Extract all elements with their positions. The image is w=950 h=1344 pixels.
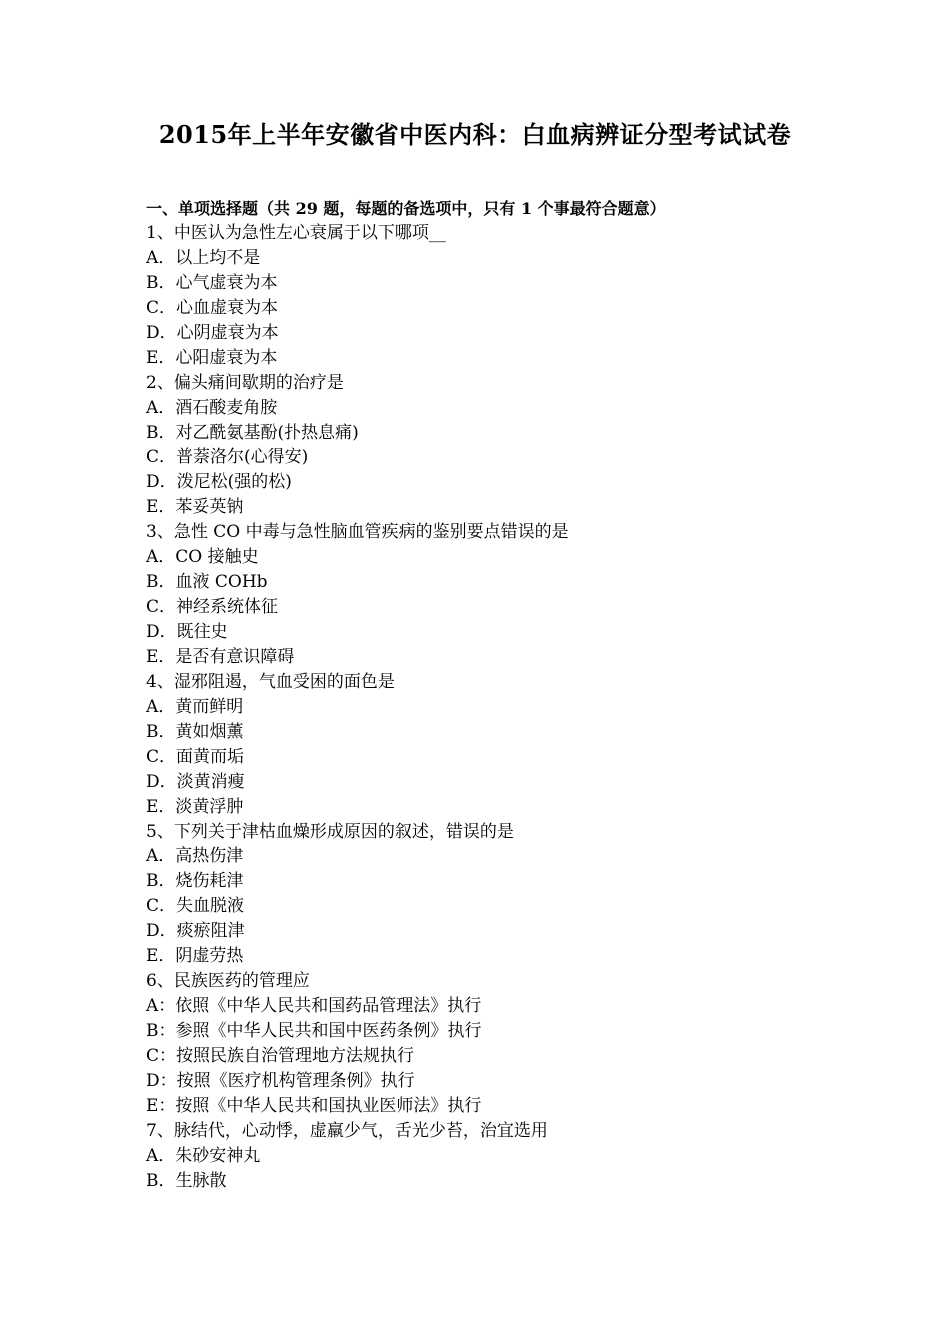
- answer-option: A．CO 接触史: [146, 547, 259, 568]
- answer-option: E．心阳虚衰为本: [146, 347, 278, 368]
- answer-option: B．烧伤耗津: [146, 871, 244, 892]
- answer-option: D．心阴虚衰为本: [146, 322, 279, 343]
- question-stem: 2、偏头痛间歇期的治疗是: [146, 372, 344, 393]
- answer-option: C．普萘洛尔(心得安): [146, 447, 309, 468]
- document-title: 2015年上半年安徽省中医内科：白血病辨证分型考试试卷: [158, 120, 792, 149]
- answer-option: D．既往史: [146, 622, 228, 642]
- answer-option: B．黄如烟薰: [146, 721, 244, 742]
- answer-option: D．泼尼松(强的松): [146, 472, 292, 493]
- answer-option: C．失血脱液: [146, 896, 245, 917]
- question-stem: 6、民族医药的管理应: [146, 971, 310, 992]
- answer-option: A：依照《中华人民共和国药品管理法》执行: [146, 996, 482, 1017]
- question-stem: 1、中医认为急性左心衰属于以下哪项__: [146, 223, 446, 243]
- answer-option: A．朱砂安神丸: [146, 1145, 261, 1166]
- question-stem: 3、急性 CO 中毒与急性脑血管疾病的鉴别要点错误的是: [146, 522, 569, 543]
- answer-option: B：参照《中华人民共和国中医药条例》执行: [146, 1021, 482, 1041]
- answer-option: C．心血虚衰为本: [146, 297, 279, 318]
- section-heading: 一、单项选择题（共 29 题，每题的备选项中，只有 1 个事最符合题意）: [146, 199, 666, 218]
- answer-option: A．以上均不是: [146, 247, 261, 268]
- answer-option: B．对乙酰氨基酚(扑热息痛): [146, 422, 359, 443]
- answer-option: E．苯妥英钠: [146, 497, 244, 518]
- answer-option: D．淡黄消瘦: [146, 771, 245, 792]
- question-stem: 4、湿邪阻遏，气血受困的面色是: [146, 671, 395, 692]
- answer-option: E．阴虚劳热: [146, 946, 244, 967]
- question-stem: 7、脉结代，心动悸，虚羸少气，舌光少苔，治宜选用: [146, 1120, 548, 1141]
- answer-option: B．血液 COHb: [146, 572, 268, 593]
- answer-option: A．黄而鲜明: [146, 696, 244, 717]
- answer-option: E．淡黄浮肿: [146, 796, 244, 817]
- answer-option: E：按照《中华人民共和国执业医师法》执行: [146, 1095, 482, 1116]
- answer-option: A．高热伤津: [146, 846, 244, 867]
- answer-option: D．痰瘀阻津: [146, 921, 245, 942]
- answer-option: D：按照《医疗机构管理条例》执行: [146, 1070, 415, 1091]
- answer-option: B．心气虚衰为本: [146, 272, 278, 293]
- answer-option: C．面黄而垢: [146, 746, 245, 767]
- answer-option: B．生脉散: [146, 1170, 227, 1191]
- question-list: [146, 221, 826, 1194]
- answer-option: C．神经系统体征: [146, 597, 279, 618]
- answer-option: C：按照民族自治管理地方法规执行: [146, 1045, 415, 1066]
- question-stem: 5、下列关于津枯血燥形成原因的叙述，错误的是: [146, 821, 514, 842]
- answer-option: E．是否有意识障碍: [146, 646, 295, 667]
- answer-option: A．酒石酸麦角胺: [146, 397, 278, 418]
